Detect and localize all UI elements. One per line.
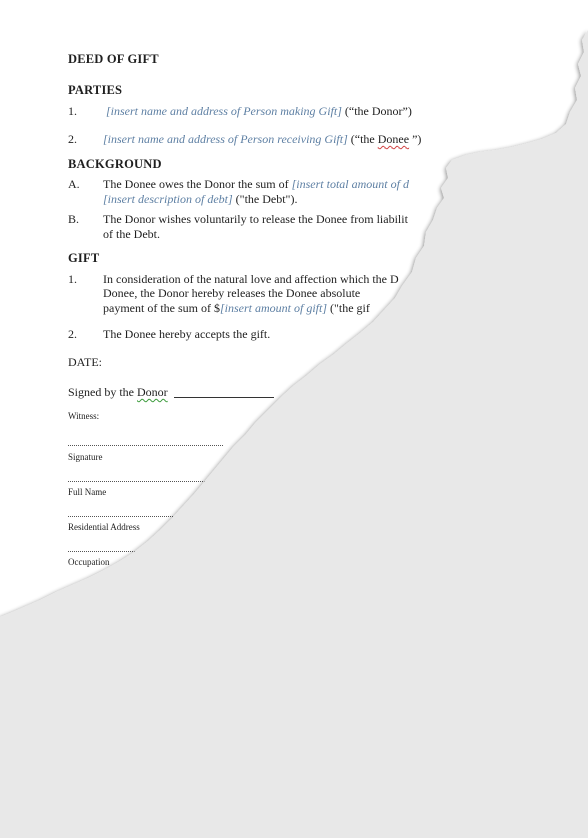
party-2-number: 2. bbox=[68, 132, 77, 146]
witness-label: Witness: bbox=[68, 411, 100, 421]
date-label: DATE: bbox=[68, 355, 102, 369]
gift-1-line2: Donee, the Donor hereby releases the Donee absolute bbox=[103, 286, 361, 300]
background-a-line2-text: ("the Debt"). bbox=[235, 192, 298, 206]
party-2-suffix-word: Donee bbox=[377, 132, 410, 146]
document-title: DEED OF GIFT bbox=[68, 52, 159, 66]
background-b-number: B. bbox=[68, 212, 80, 226]
party-1-suffix: (“the Donor”) bbox=[344, 104, 412, 118]
parties-heading: PARTIES bbox=[68, 83, 123, 97]
gift-2-text: The Donee hereby accepts the gift. bbox=[103, 327, 271, 341]
background-a-text: The Donee owes the Donor the sum of bbox=[103, 177, 289, 191]
party-2-placeholder: [insert name and address of Person receiving Gift] bbox=[103, 132, 348, 146]
gift-2-number: 2. bbox=[68, 327, 77, 341]
torn-region bbox=[0, 30, 588, 838]
background-a-placeholder: [insert total amount of d bbox=[291, 177, 409, 191]
witness-occupation-label: Occupation bbox=[68, 557, 110, 567]
gift-1-line1: In consideration of the natural love and affection which the D bbox=[103, 272, 399, 286]
gift-1-line3-pre: payment of the sum of $ bbox=[103, 301, 220, 315]
gift-1-number: 1. bbox=[68, 272, 77, 286]
gift-amount-placeholder: [insert amount of gift] bbox=[219, 301, 327, 315]
party-1-number: 1. bbox=[68, 104, 77, 118]
witness-full-name-label: Full Name bbox=[68, 487, 107, 497]
background-b-line1: The Donor wishes voluntarily to release the Donee from liabilit bbox=[103, 212, 408, 226]
background-a-number: A. bbox=[68, 177, 80, 191]
gift-1-line3-post: ("the gif bbox=[330, 301, 370, 315]
gift-heading: GIFT bbox=[68, 251, 100, 265]
signed-by-donor-word: Donor bbox=[137, 385, 168, 399]
background-heading: BACKGROUND bbox=[68, 157, 162, 171]
background-b-line2: of the Debt. bbox=[103, 227, 160, 241]
party-2-suffix-post: ”) bbox=[409, 132, 422, 146]
party-1-placeholder: [insert name and address of Person making Gift] bbox=[106, 104, 342, 118]
witness-signature-label: Signature bbox=[68, 452, 103, 462]
witness-address-label: Residential Address bbox=[68, 522, 140, 532]
party-2-suffix-pre: (“the bbox=[350, 132, 378, 146]
debt-description-placeholder: [insert description of debt] bbox=[103, 192, 233, 206]
signed-by-text: Signed by the bbox=[68, 385, 137, 399]
